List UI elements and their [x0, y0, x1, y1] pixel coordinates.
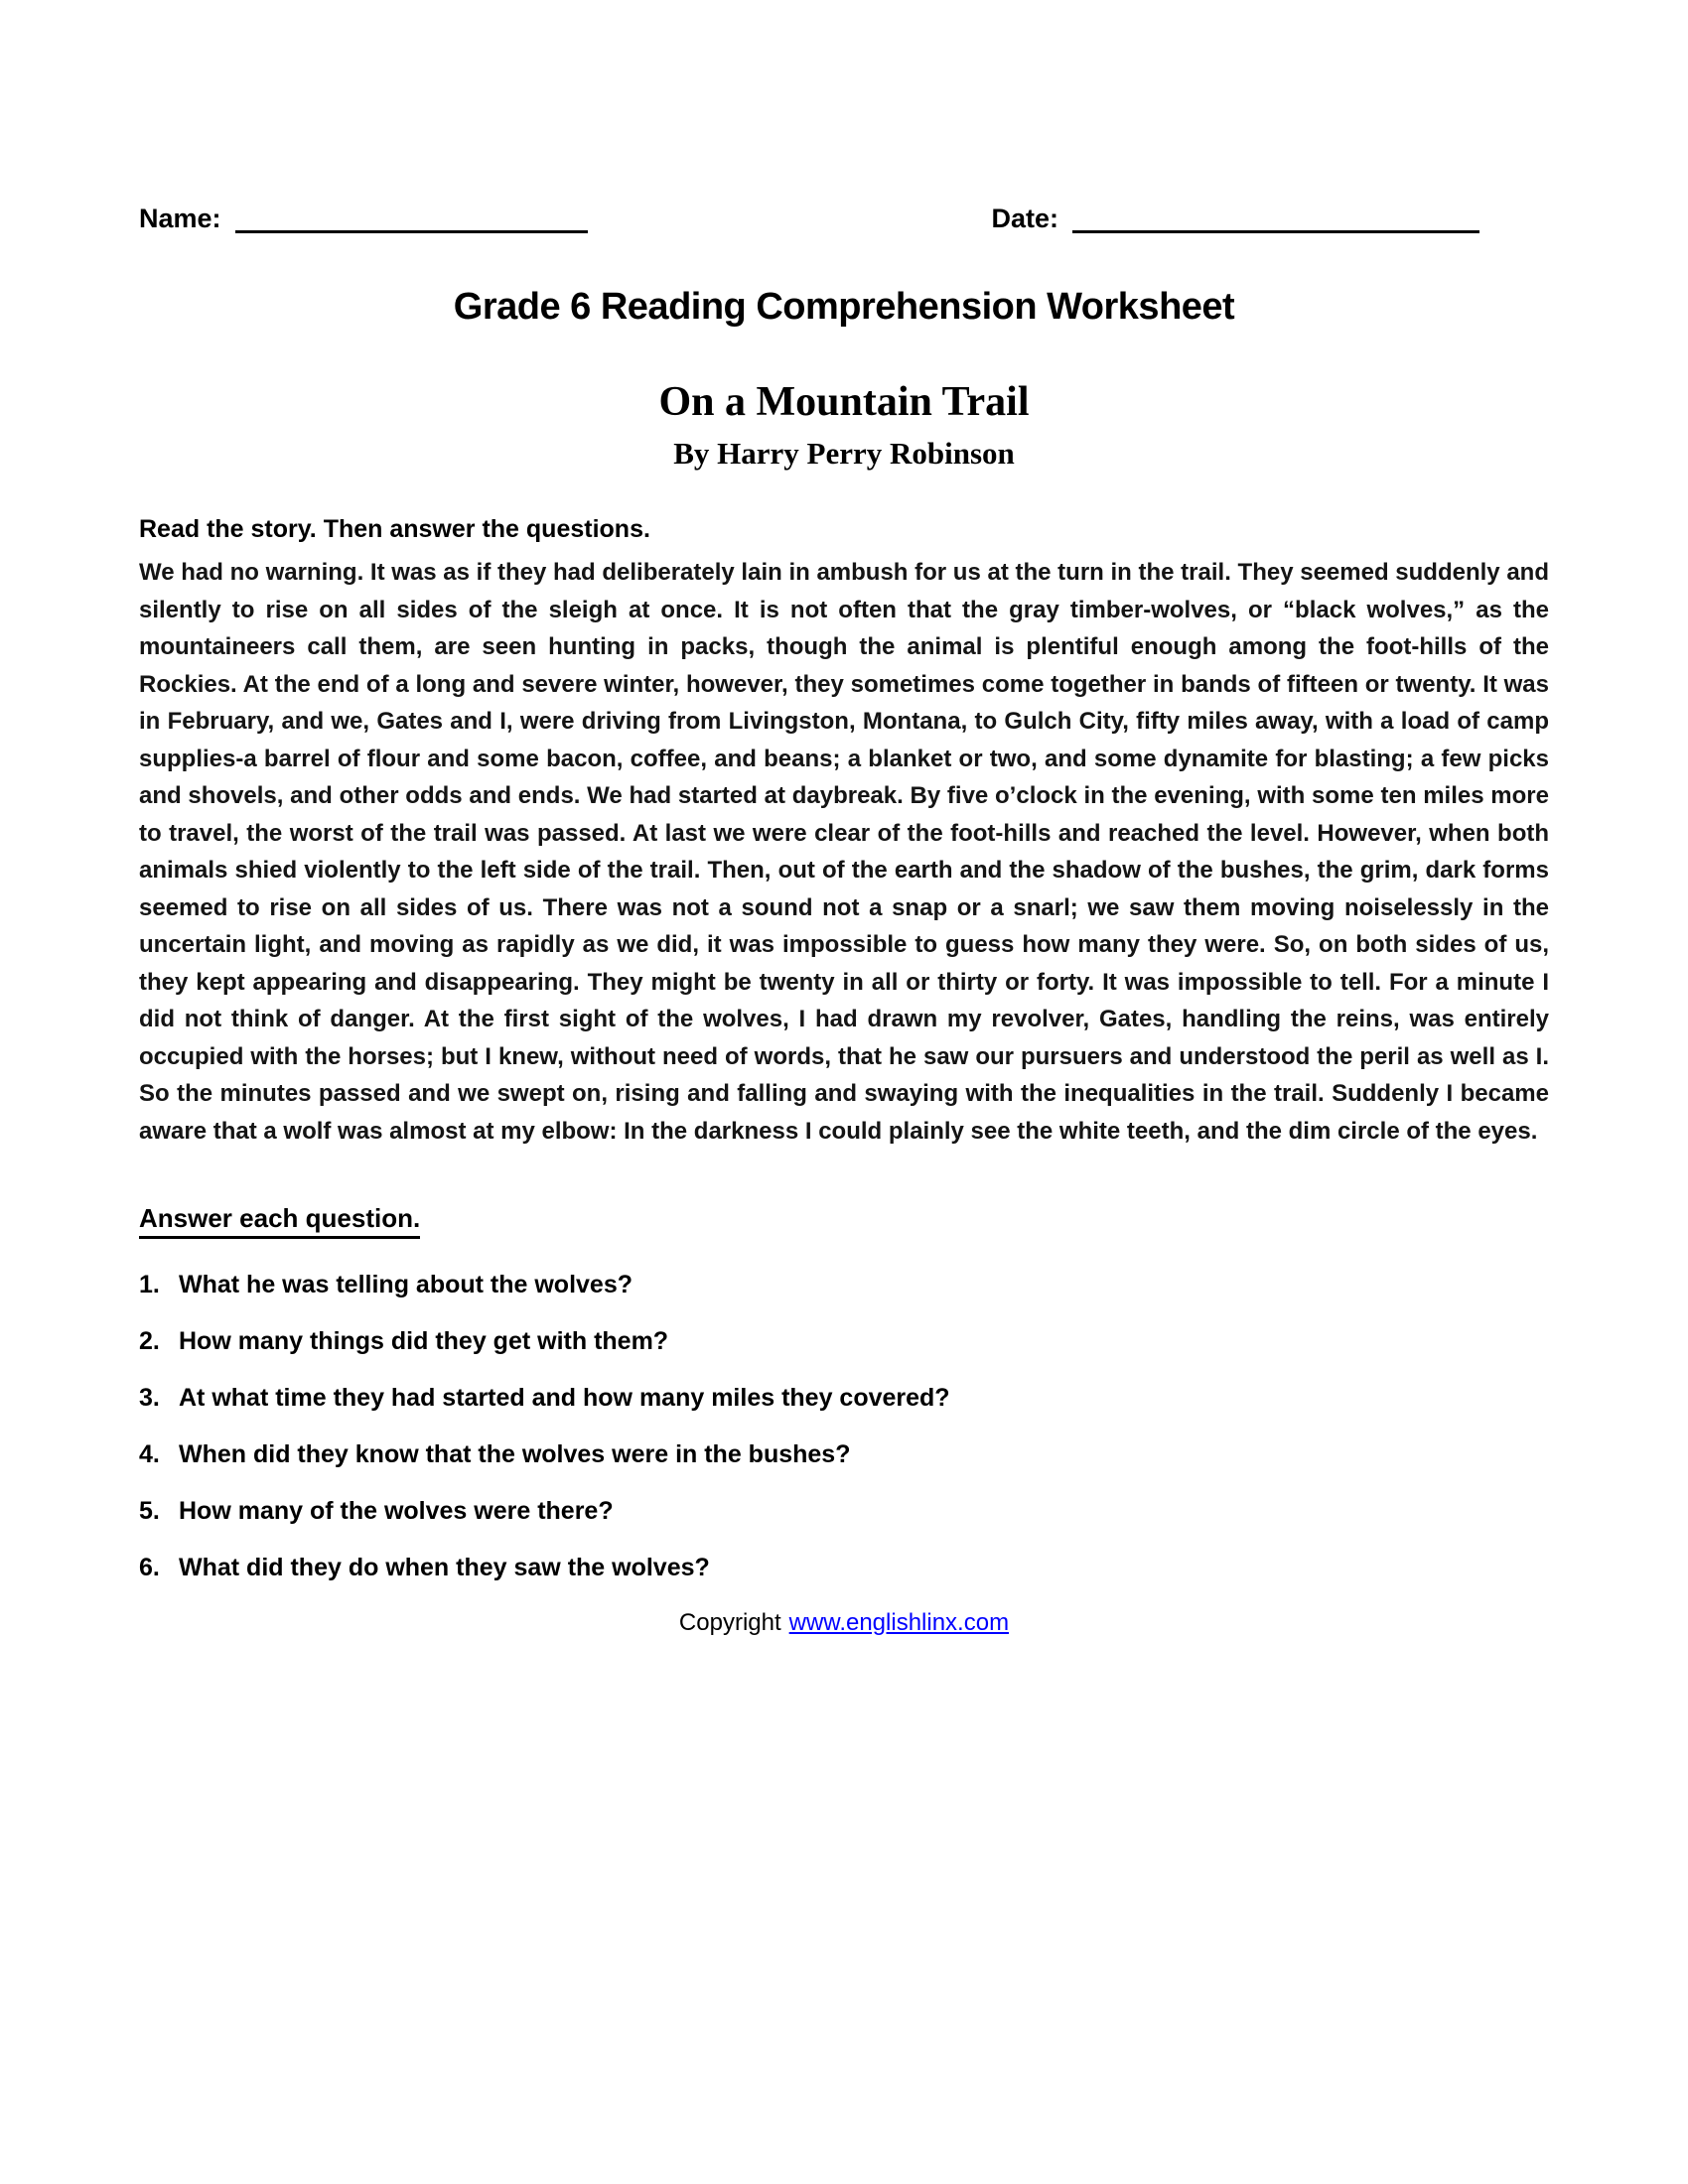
question-number: 3. — [139, 1384, 160, 1412]
question-text: What did they do when they saw the wolves? — [179, 1554, 710, 1581]
question-number: 2. — [139, 1327, 160, 1355]
question-text: How many things did they get with them? — [179, 1327, 669, 1355]
page-footer — [139, 1609, 1549, 1637]
question-item — [139, 1326, 1549, 1357]
questions-heading — [139, 1203, 1549, 1234]
question-number: 1. — [139, 1271, 160, 1298]
name-date-row — [139, 199, 1549, 234]
question-number: 5. — [139, 1497, 160, 1525]
copyright-link[interactable]: www.englishlinx.com — [788, 1609, 1010, 1636]
story-author: By Harry Perry Robinson — [673, 436, 1015, 471]
name-label: Name: — [139, 204, 221, 233]
questions-list — [139, 1270, 1549, 1583]
name-field — [139, 199, 588, 234]
question-text: When did they know that the wolves were in the bushes? — [179, 1440, 851, 1468]
question-item — [139, 1439, 1549, 1470]
question-item — [139, 1383, 1549, 1414]
copyright-text: Copyright — [678, 1609, 781, 1636]
story-instructions: Read the story. Then answer the questions. — [139, 515, 650, 543]
question-item — [139, 1270, 1549, 1300]
questions-heading-text: Answer each question. — [139, 1203, 420, 1239]
story-text: We had no warning. It was as if they had deliberately lain in ambush for us at the turn in the trail. They seemed suddenly and silently to rise on all sides of the sleigh at once. It is not often that the gray timber-wolves, or “black wolves,” as the mountaineers call them, are seen hunting in packs, though the animal is plentiful enough among the foot-hills of the Rockies. At the end of a long and severe winter, however, they sometimes come together in bands of fifteen or twenty. It was in February, and we, Gates and I, were driving from Livingston, Montana, to Gulch City, fifty miles away, with a load of camp supplies-a barrel of flour and some bacon, coffee, and beans; a blanket or two, and some dynamite for blasting; a few picks and shovels, and other odds and ends. We had started at daybreak. By five o’clock in the evening, with some ten miles more to travel, the worst of the trail was passed. At last we were clear of the foot-hills and reached the level. However, when both animals shied violently to the left side of the trail. Then, out of the earth and the shadow of the bushes, the grim, dark forms seemed to rise on all sides of us. There was not a sound not a snap or a snarl; we saw them moving noiselessly in the uncertain light, and moving as rapidly as we did, it was impossible to guess how many they were. So, on both sides of us, they kept appearing and disappearing. They might be twenty in all or thirty or forty. It was impossible to tell. For a minute I did not think of danger. At the first sight of the wolves, I had drawn my revolver, Gates, handling the reins, was entirely occupied with the horses; but I knew, without need of words, that he saw our pursuers and understood the peril as well as I. So the minutes passed and we swept on, rising and falling and swaying with the inequalities in the trail. Suddenly I became aware that a wolf was almost at my elbow: In the darkness I could plainly see the white teeth, and the dim circle of the eyes. — [139, 559, 1549, 1145]
question-item — [139, 1496, 1549, 1527]
question-number: 6. — [139, 1554, 160, 1581]
question-number: 4. — [139, 1440, 160, 1468]
worksheet-title: Grade 6 Reading Comprehension Worksheet — [453, 286, 1235, 328]
name-blank-line — [235, 205, 588, 233]
date-field — [991, 199, 1479, 234]
story-title: On a Mountain Trail — [658, 379, 1030, 425]
question-item — [139, 1553, 1549, 1583]
question-text: At what time they had started and how many miles they covered? — [179, 1384, 950, 1412]
question-text: What he was telling about the wolves? — [179, 1271, 633, 1298]
question-text: How many of the wolves were there? — [179, 1497, 614, 1525]
date-label: Date: — [991, 204, 1058, 233]
date-blank-line — [1072, 205, 1479, 233]
